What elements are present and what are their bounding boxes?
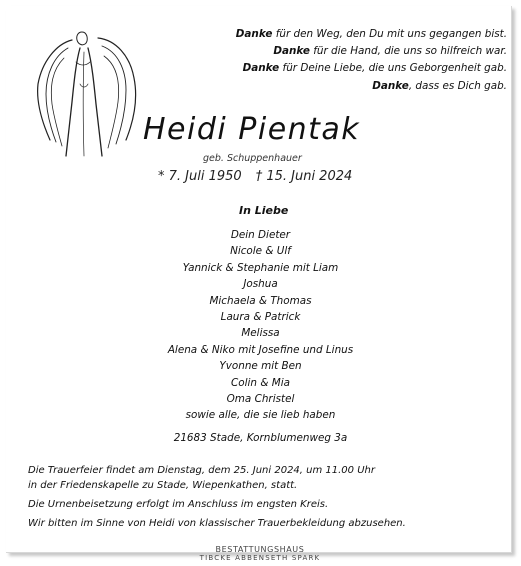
mourner-item: Alena & Niko mit Josefine und Linus (167, 343, 354, 356)
mourner-item: sowie alle, die sie lieb haben (185, 409, 336, 422)
poem-line: Danke für die Hand, die uns so hilfreich war. (273, 45, 507, 58)
poem-line: Danke, dass es Dich gab. (372, 79, 507, 92)
mourner-item: Michaela & Thomas (209, 294, 312, 307)
mourner-item: Yannick & Stephanie mit Liam (182, 261, 339, 274)
mourners-list (0, 227, 521, 424)
deceased-name: Heidi Pientak (143, 112, 361, 147)
service-notices (28, 463, 498, 535)
funeral-home-names: TIBCKE ABBENSETH SPARK (199, 554, 321, 562)
mourner-item: Joshua (243, 278, 278, 291)
gratitude-poem (177, 26, 507, 95)
mourner-item: Colin & Mia (231, 376, 290, 389)
in-love-heading: In Liebe (239, 204, 289, 217)
funeral-home-title: BESTATTUNGSHAUS (215, 545, 305, 554)
birth-date: * 7. Juli 1950 (158, 169, 242, 184)
mourner-item: Melissa (241, 327, 280, 340)
mourner-item: Laura & Patrick (220, 311, 301, 324)
funeral-home-logo (180, 545, 340, 562)
mourner-item: Dein Dieter (230, 229, 291, 241)
birth-name: geb. Schuppenhauer (203, 153, 302, 164)
poem-line: Danke für den Weg, den Du mit uns gegangen bist. (235, 28, 507, 40)
angel-illustration (28, 22, 146, 162)
family-address: 21683 Stade, Kornblumenweg 3a (173, 432, 348, 444)
notice-text: Wir bitten im Sinne von Heidi von klassischer Trauerbekleidung abzusehen. (28, 518, 406, 529)
notice-text: Die Trauerfeier findet am Dienstag, dem 25. Juni 2024, um 11.00 Uhr in der Friedenskapelle zu Stade, Wiepenkathen, statt. (28, 465, 375, 491)
mourner-item: Oma Christel (226, 393, 295, 406)
mourner-item: Nicole & Ulf (230, 245, 291, 258)
poem-line: Danke für Deine Liebe, die uns Geborgenheit gab. (242, 62, 507, 75)
notice-text: Die Urnenbeisetzung erfolgt im Anschluss im engsten Kreis. (28, 499, 329, 510)
death-date: † 15. Juni 2024 (255, 169, 353, 184)
mourner-item: Yvonne mit Ben (219, 360, 302, 373)
life-dates (158, 169, 366, 184)
